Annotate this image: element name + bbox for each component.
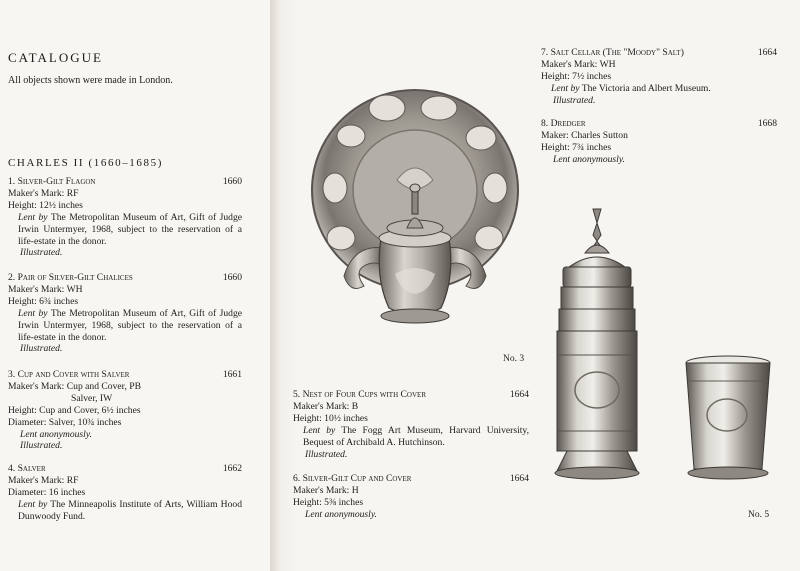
lent-by-label: Lent by — [551, 82, 580, 94]
entry-name: 2. Pair of Silver-Gilt Chalices — [8, 272, 133, 283]
entry-heading — [8, 463, 242, 475]
entry-lender — [293, 425, 529, 449]
entry-lender — [8, 308, 242, 344]
entry-heading — [8, 176, 242, 188]
entry-line: Maker's Mark: RF — [8, 474, 79, 486]
entry-line: Height: 7½ inches — [541, 70, 612, 82]
entry-lender — [8, 212, 242, 248]
lender-text: The Metropolitan Museum of Art, Gift of Judge Irwin Untermyer, 1968, subject to the reservation of a life-estate in the donor. — [18, 307, 242, 343]
figure-label-5: No. 5 — [748, 510, 770, 520]
catalogue-entry-1 — [8, 176, 242, 259]
entry-name: 7. Salt Cellar (The "Moody" Salt) — [541, 47, 684, 58]
entry-heading — [293, 389, 529, 401]
catalogue-note: All objects shown were made in London. — [8, 75, 173, 86]
entry-year: 1660 — [222, 272, 242, 283]
entry-name: 6. Silver-Gilt Cup and Cover — [293, 473, 412, 484]
lender-text: The Fogg Art Museum, Harvard University, Bequest of Archibald A. Hutchinson. — [303, 424, 529, 448]
entry-name: 4. Salver — [8, 463, 46, 474]
entry-name: 5. Nest of Four Cups with Cover — [293, 389, 426, 400]
entry-illustrated: Illustrated. — [305, 448, 348, 460]
entry-line: Height: 5⅜ inches — [293, 496, 364, 508]
entry-heading — [541, 118, 777, 130]
entry-line: Height: 7¾ inches — [541, 141, 612, 153]
catalogue-entry-8 — [541, 118, 777, 166]
entry-lender: Lent anonymously. — [20, 428, 92, 440]
lent-by-label: Lent by — [18, 498, 48, 510]
entry-lender: Lent anonymously. — [553, 153, 625, 165]
entry-line: Maker's Mark: Cup and Cover, PB — [8, 380, 141, 392]
entry-name: 8. Dredger — [541, 118, 586, 129]
entry-line: Height: 10½ inches — [293, 412, 368, 424]
catalogue-entry-7 — [541, 47, 777, 107]
cup-and-salver-photo — [299, 78, 531, 350]
lender-text: The Victoria and Albert Museum. — [579, 82, 711, 94]
entry-year: 1660 — [222, 176, 242, 187]
lent-by-label: Lent by — [303, 424, 336, 436]
entry-illustrated: Illustrated. — [553, 94, 596, 106]
entry-year: 1664 — [509, 389, 529, 400]
lender-text: The Metropolitan Museum of Art, Gift of Judge Irwin Untermyer, 1968, subject to the reservation of a life-estate in the donor. — [18, 211, 242, 247]
entry-name: 1. Silver-Gilt Flagon — [8, 176, 96, 187]
entry-line: Maker's Mark: B — [293, 400, 359, 412]
entry-line: Height: 6¾ inches — [8, 295, 79, 307]
period-heading: CHARLES II (1660–1685) — [8, 157, 163, 169]
lent-by-label: Lent by — [18, 211, 48, 223]
entry-heading — [293, 473, 529, 485]
entry-line: Maker: Charles Sutton — [541, 129, 628, 141]
entry-lender — [8, 499, 242, 523]
entry-illustrated: Illustrated. — [20, 343, 63, 355]
catalogue-title: CATALOGUE — [8, 50, 103, 65]
entry-heading — [8, 272, 242, 284]
entry-line: Maker's Mark: RF — [8, 187, 79, 199]
catalogue-entry-4 — [8, 463, 242, 523]
entry-year: 1664 — [757, 47, 777, 58]
entry-heading — [541, 47, 777, 59]
entry-line: Diameter: Salver, 10¾ inches — [8, 416, 122, 428]
entry-line: Height: 12½ inches — [8, 199, 83, 211]
nest-of-cups-photo — [533, 205, 773, 495]
figure-label-3: No. 3 — [503, 354, 525, 364]
catalogue-entry-3 — [8, 369, 242, 452]
entry-year: 1668 — [757, 118, 777, 129]
entry-year: 1661 — [222, 369, 242, 380]
entry-illustrated: Illustrated. — [20, 247, 63, 259]
entry-year: 1664 — [509, 473, 529, 484]
entry-line: Salver, IW — [71, 392, 113, 404]
entry-year: 1662 — [222, 463, 242, 474]
entry-illustrated: Illustrated. — [20, 440, 63, 452]
entry-name: 3. Cup and Cover with Salver — [8, 369, 130, 380]
entry-line: Maker's Mark: WH — [8, 283, 83, 295]
entry-line: Height: Cup and Cover, 6½ inches — [8, 404, 141, 416]
lender-text: The Minneapolis Institute of Arts, William Hood Dunwoody Fund. — [18, 498, 242, 522]
entry-lender: Lent anonymously. — [305, 508, 377, 520]
entry-line: Diameter: 16 inches — [8, 486, 86, 498]
catalogue-entry-5 — [293, 389, 529, 460]
lent-by-label: Lent by — [18, 307, 48, 319]
entry-lender — [541, 83, 777, 95]
entry-line: Maker's Mark: WH — [541, 58, 616, 70]
entry-line: Maker's Mark: H — [293, 484, 359, 496]
entry-heading — [8, 369, 242, 381]
catalogue-entry-6 — [293, 473, 529, 521]
catalogue-entry-2 — [8, 272, 242, 355]
